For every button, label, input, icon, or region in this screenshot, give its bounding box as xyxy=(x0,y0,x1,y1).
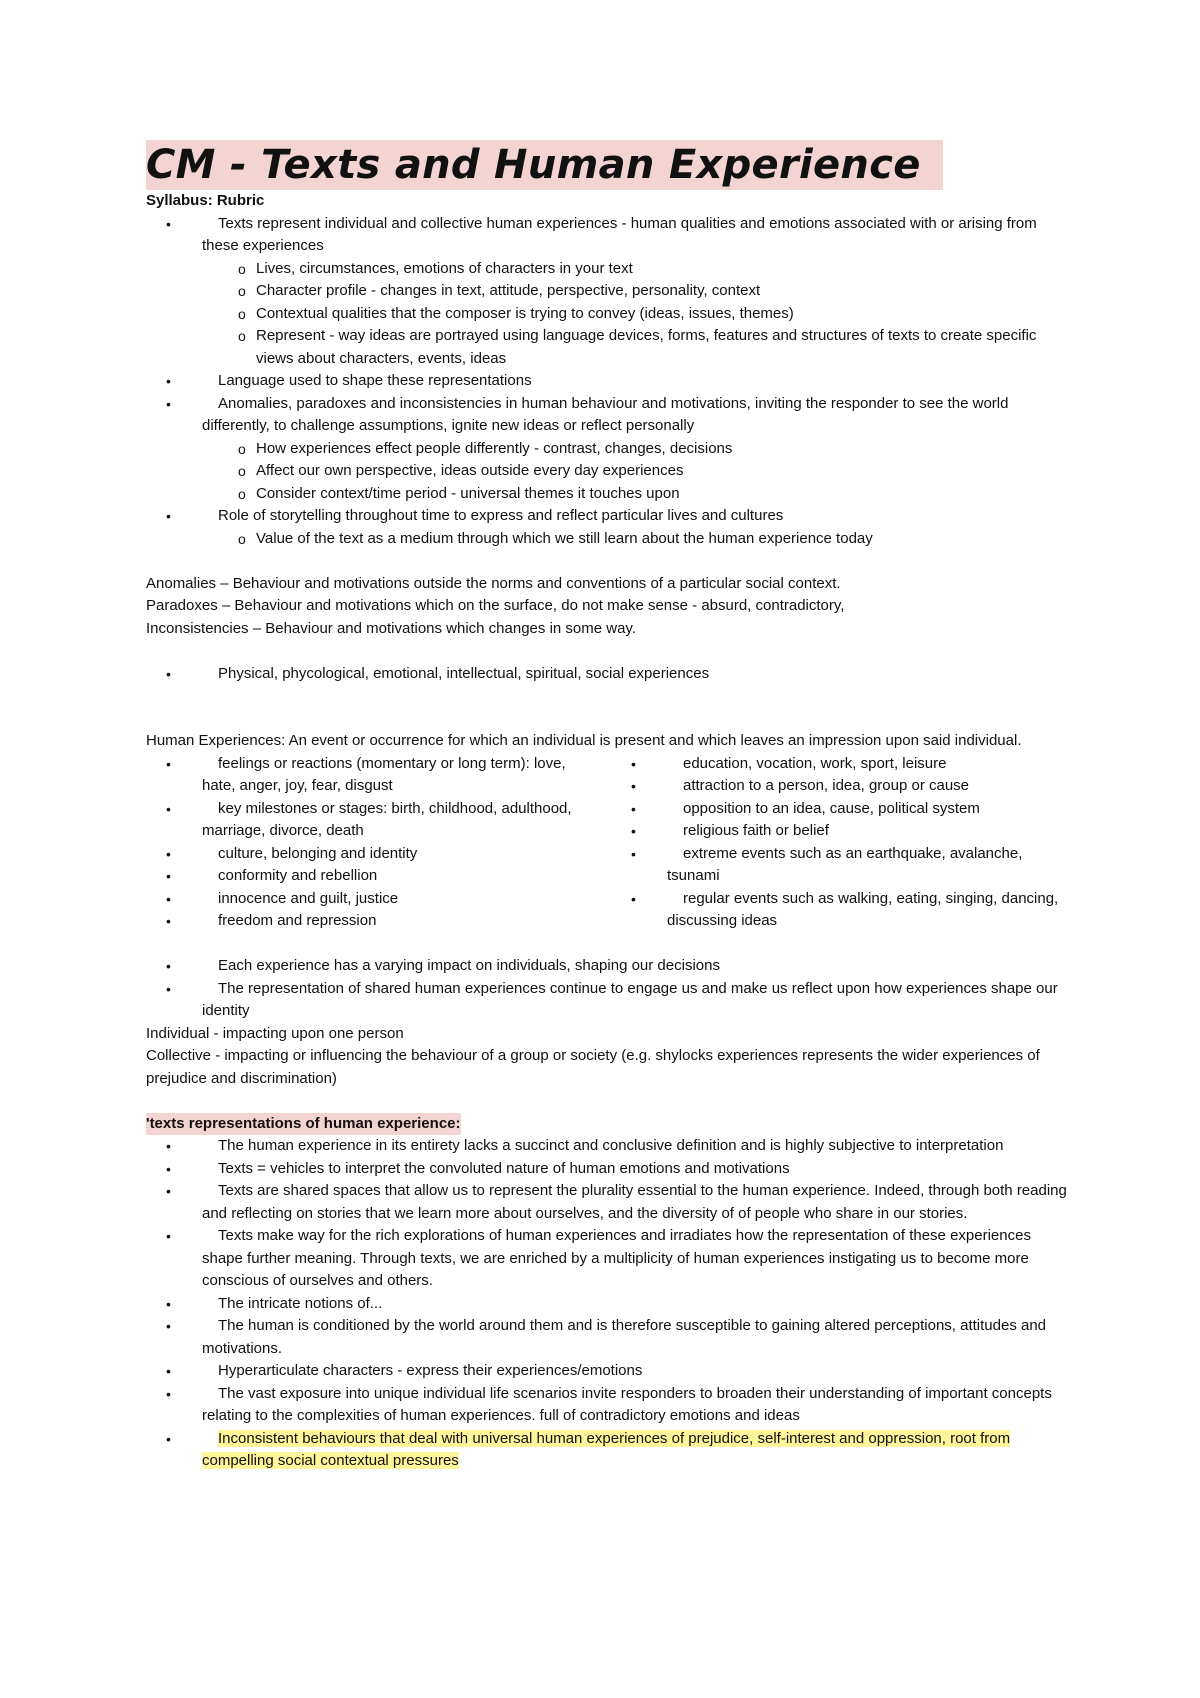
sub-list-item xyxy=(222,280,1070,303)
list-item-text: freedom and repression xyxy=(218,912,377,929)
experience-types-list xyxy=(146,663,1070,686)
list-item xyxy=(146,910,611,933)
texts-list xyxy=(146,1135,1070,1473)
bullet-icon: • xyxy=(631,800,636,817)
list-item-text: The vast exposure into unique individual life scenarios invite responders to broaden their understanding of important concepts relating to the complexities of human experiences. full of contradictory emotions and ideas xyxy=(202,1384,1052,1424)
syllabus-heading: Syllabus: Rubric xyxy=(146,192,265,209)
bullet-icon: • xyxy=(631,823,636,839)
sub-item-text: Value of the text as a medium through which we still learn about the human experience today xyxy=(256,529,873,547)
list-item xyxy=(146,1293,1070,1316)
circle-bullet-icon: o xyxy=(238,283,246,299)
list-item xyxy=(611,843,1076,888)
bullet-icon: • xyxy=(631,778,636,794)
definition-paradoxes: Paradoxes – Behaviour and motivations which on the surface, do not make sense - absurd, contradictory, xyxy=(146,597,845,614)
list-item xyxy=(146,370,1070,393)
list-item xyxy=(146,798,611,843)
bullet-icon: • xyxy=(631,845,636,862)
list-item xyxy=(611,888,1076,933)
rubric-list xyxy=(146,213,1070,551)
human-experiences-definition: Human Experiences: An event or occurrence for which an individual is present and which leaves an impression upon said individual. xyxy=(146,732,1022,749)
circle-bullet-icon: o xyxy=(238,305,246,322)
list-item xyxy=(146,955,1070,978)
list-item xyxy=(611,798,1076,821)
sub-item-text: Lives, circumstances, emotions of characters in your text xyxy=(256,259,633,277)
list-item-text: religious faith or belief xyxy=(683,822,829,839)
sub-item-text: Consider context/time period - universal themes it touches upon xyxy=(256,484,680,502)
list-item-text: Texts are shared spaces that allow us to represent the plurality essential to the human experience. Indeed, through both reading and reflecting on stories that we learn more about ourselves, and the diversity of of people who share in our stories. xyxy=(202,1182,1067,1222)
right-column xyxy=(611,753,1076,933)
highlighted-text: Inconsistent behaviours that deal with universal human experiences of prejudice, self-interest and oppression, root from compelling social contextual pressures xyxy=(202,1429,1011,1469)
bullet-icon: • xyxy=(166,1363,171,1379)
list-item-text: extreme events such as an earthquake, avalanche, tsunami xyxy=(667,844,1023,884)
list-item xyxy=(146,1180,1070,1225)
bullet-icon: • xyxy=(166,800,171,817)
list-item-text: The representation of shared human experiences continue to engage us and make us reflect upon how experiences shape our identity xyxy=(202,979,1058,1019)
circle-bullet-icon: o xyxy=(238,328,246,344)
sub-list-item xyxy=(222,460,1070,483)
list-item xyxy=(146,1315,1070,1360)
experience-types-text: Physical, phycological, emotional, intellectual, spiritual, social experiences xyxy=(218,664,710,682)
list-item xyxy=(146,888,611,911)
sub-list xyxy=(202,258,1070,371)
circle-bullet-icon: o xyxy=(238,485,246,502)
bullet-icon: • xyxy=(166,1138,171,1154)
bullet-icon: • xyxy=(166,755,171,772)
list-item xyxy=(611,753,1076,776)
sub-list-item xyxy=(222,258,1070,281)
list-item-text: Hyperarticulate characters - express their experiences/emotions xyxy=(218,1362,643,1379)
definition-anomalies: Anomalies – Behaviour and motivations outside the norms and conventions of a particular social context. xyxy=(146,574,841,592)
sub-item-text: Affect our own perspective, ideas outside every day experiences xyxy=(256,462,684,479)
list-item-text: regular events such as walking, eating, singing, dancing, discussing ideas xyxy=(667,889,1059,929)
bullet-icon: • xyxy=(166,958,171,974)
definition-inconsistencies: Inconsistencies – Behaviour and motivations which changes in some way. xyxy=(146,619,636,637)
bullet-icon: • xyxy=(166,373,171,389)
individual-definition: Individual - impacting upon one person xyxy=(146,1024,404,1042)
list-item-text: culture, belonging and identity xyxy=(218,844,418,862)
list-item xyxy=(146,865,611,888)
bullet-icon: • xyxy=(166,395,171,412)
list-item-text: The human is conditioned by the world around them and is therefore susceptible to gaining altered perceptions, attitudes and motivations. xyxy=(202,1317,1047,1357)
circle-bullet-icon: o xyxy=(238,463,246,479)
sub-item-text: How experiences effect people differently - contrast, changes, decisions xyxy=(256,439,733,457)
bullet-icon: • xyxy=(166,845,171,862)
bullet-icon: • xyxy=(631,755,636,772)
bullet-icon: • xyxy=(166,1385,171,1402)
list-item-text: innocence and guilt, justice xyxy=(218,889,399,907)
sub-list xyxy=(202,528,1070,551)
bullet-icon: • xyxy=(166,1228,171,1244)
list-item xyxy=(146,843,611,866)
list-item-text: Texts make way for the rich explorations of human experiences and irradiates how the representation of these experiences shape further meaning. Through texts, we are enriched by a multiplicity of human experiences instigating us to become more conscious of ourselves and others. xyxy=(202,1227,1031,1289)
sub-list-item xyxy=(222,483,1070,506)
bullet-icon: • xyxy=(166,1318,171,1334)
page-title: CM - Texts and Human Experience xyxy=(146,140,943,190)
bullet-icon: • xyxy=(166,508,171,524)
list-item-text: The human experience in its entirety lacks a succinct and conclusive definition and is highly subjective to interpretation xyxy=(218,1137,1004,1154)
list-item-text: feelings or reactions (momentary or long term): love, hate, anger, joy, fear, disgust xyxy=(202,754,566,794)
list-item-text: conformity and rebellion xyxy=(218,867,378,884)
list-item-text: Texts = vehicles to interpret the convoluted nature of human emotions and motivations xyxy=(218,1159,790,1177)
sub-list-item xyxy=(222,438,1070,461)
bullet-icon: • xyxy=(166,1160,171,1177)
list-item xyxy=(146,1158,1070,1181)
sub-list xyxy=(202,438,1070,506)
list-item xyxy=(146,1383,1070,1428)
list-item xyxy=(146,1135,1070,1158)
list-item xyxy=(146,1360,1070,1383)
rubric-item-text: Role of storytelling throughout time to express and reflect particular lives and cultures xyxy=(218,507,784,524)
sub-item-text: Character profile - changes in text, attitude, perspective, personality, context xyxy=(256,282,761,299)
bullet-icon: • xyxy=(166,215,171,232)
list-item xyxy=(146,393,1070,506)
collective-definition: Collective - impacting or influencing the behaviour of a group or society (e.g. shylocks experiences represents the wider experiences of prejudice and discrimination) xyxy=(146,1047,1040,1087)
circle-bullet-icon: o xyxy=(238,260,246,277)
two-column-list xyxy=(146,753,1076,933)
bullet-icon: • xyxy=(166,868,171,884)
bullet-icon: • xyxy=(166,980,171,997)
list-item xyxy=(146,663,1070,686)
circle-bullet-icon: o xyxy=(238,530,246,547)
texts-heading: 'texts representations of human experience: xyxy=(146,1113,461,1136)
sub-item-text: Contextual qualities that the composer is trying to convey (ideas, issues, themes) xyxy=(256,304,794,322)
bullet-icon: • xyxy=(166,913,171,929)
rubric-item-text: Texts represent individual and collective human experiences - human qualities and emotions associated with or arising from these experiences xyxy=(202,214,1037,254)
impact-list xyxy=(146,955,1070,1023)
list-item-text: The intricate notions of... xyxy=(218,1294,383,1312)
bullet-icon: • xyxy=(166,665,171,682)
sub-list-item xyxy=(222,528,1070,551)
list-item xyxy=(146,213,1070,371)
bullet-icon: • xyxy=(166,1295,171,1312)
list-item xyxy=(146,978,1070,1023)
list-item xyxy=(611,775,1076,798)
bullet-icon: • xyxy=(166,1183,171,1199)
list-item-text: key milestones or stages: birth, childhood, adulthood, marriage, divorce, death xyxy=(202,799,572,839)
left-column xyxy=(146,753,611,933)
list-item-text: education, vocation, work, sport, leisure xyxy=(683,754,947,772)
rubric-item-text: Language used to shape these representations xyxy=(218,372,532,389)
bullet-icon: • xyxy=(631,890,636,907)
rubric-item-text: Anomalies, paradoxes and inconsistencies in human behaviour and motivations, inviting the responder to see the world differently, to challenge assumptions, ignite new ideas or reflect personally xyxy=(202,394,1009,434)
list-item-text: opposition to an idea, cause, political system xyxy=(683,799,980,817)
circle-bullet-icon: o xyxy=(238,440,246,457)
list-item xyxy=(146,753,611,798)
bullet-icon: • xyxy=(166,1430,171,1447)
sub-list-item xyxy=(222,303,1070,326)
list-item xyxy=(611,820,1076,843)
list-item-text: Each experience has a varying impact on individuals, shaping our decisions xyxy=(218,957,720,974)
list-item xyxy=(146,1428,1070,1473)
sub-list-item xyxy=(222,325,1070,370)
list-item xyxy=(146,505,1070,550)
list-item-text: attraction to a person, idea, group or cause xyxy=(683,777,970,794)
bullet-icon: • xyxy=(166,890,171,907)
sub-item-text: Represent - way ideas are portrayed using language devices, forms, features and structures of texts to create specific views about characters, events, ideas xyxy=(256,327,1037,367)
list-item xyxy=(146,1225,1070,1293)
